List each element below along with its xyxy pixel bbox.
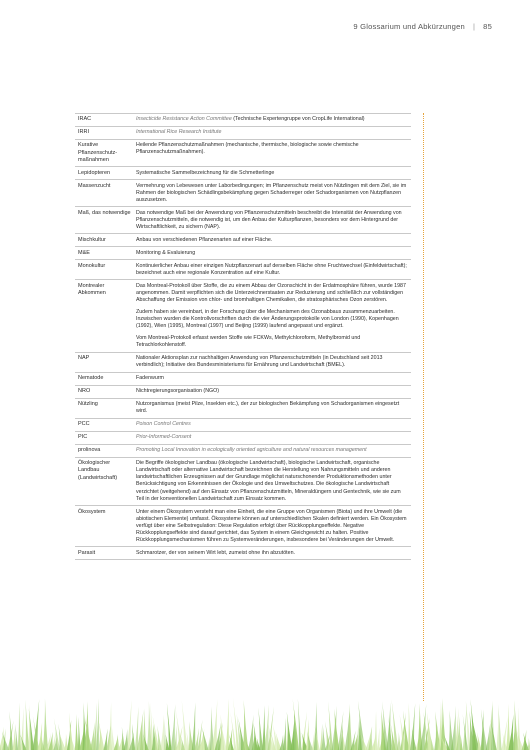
definition-paragraph: Monitoring & Evaluierung: [136, 249, 196, 256]
definition-paragraph: Nichtregierungsorganisation (NGO): [136, 388, 220, 395]
glossary-term: NAP: [78, 355, 90, 362]
glossary-term: PCC: [78, 421, 90, 428]
glossary-row: [75, 458, 411, 506]
definition-paragraph: Heilende Pflanzenschutzmaßnahmen (mechanische, thermische, biologische sowie chemische Pflanzenschutzmaßnahmen).: [136, 142, 359, 156]
grass-decoration: [0, 690, 530, 750]
definition-paragraph: [136, 447, 409, 454]
glossary-row: [75, 419, 411, 432]
definition-paragraph: Unter einem Ökosystem versteht man eine Einheit, die eine Gruppe von Organismen (Biota) und ihre Umwelt (die abiotischen Elemente) umfasst. Ökosysteme können auf unterschiedlichen Skalen definiert werden. Ein Ökosystem verfügt über eine Selbstregulation: Diese Regulation erfolgt über Rückkopplungseffekte. Negative Rückkopplungseffekte sind darauf gerichtet, das System in einem Gleichgewicht zu halten. Positive Rückkopplungsmechanismen führen zu Systemveränderungen, insbesondere bei Veränderungen der Umwelt.: [136, 508, 407, 543]
grass-blade: [135, 706, 139, 750]
glossary-term: Nützling: [78, 401, 98, 408]
glossary-definition: [133, 180, 411, 206]
grass-blade: [18, 703, 21, 750]
glossary-term: IRAC: [78, 116, 92, 123]
grass-blade: [506, 704, 510, 750]
glossary-term: Parasit: [78, 549, 96, 556]
grass-blade: [78, 717, 81, 750]
glossary-row: [75, 127, 411, 140]
glossary-row: [75, 506, 411, 547]
glossary-definition: [133, 353, 411, 372]
glossary-row: [75, 180, 411, 207]
glossary-definition: [133, 280, 411, 352]
definition-paragraph: Das Montreal-Protokoll über Stoffe, die zu einem Abbau der Ozonschicht in der Erdatmosphäre führen, wurde 1987 angenommen. Damit verpflichten sich die Unterzeichnerstaaten zur Reduzierung und schließlich zur vollständigen Abschaffung der Emission von chlor- und bromhaltigen Chemikalien, die stratosphärisches Ozon zerstören.: [136, 282, 406, 303]
definition-paragraph: Fadenwurm: [136, 375, 164, 382]
glossary-term: Mischkultur: [78, 236, 106, 243]
grass-blade: [243, 700, 248, 750]
grass-blade: [43, 698, 48, 750]
chapter-title: 9 Glossarium und Abkürzungen: [353, 22, 465, 31]
grass-blade: [347, 704, 352, 750]
definition-italic: Prior-Informed-Consent: [136, 434, 192, 441]
glossary-definition: [133, 127, 411, 139]
grass-blade: [408, 703, 411, 750]
grass-blade: [496, 710, 499, 750]
glossary-term: PIC: [78, 434, 88, 441]
definition-italic: Promoting Local Innovation in ecologically oriented agriculture and natural resources management: [136, 447, 367, 454]
glossary-term: Montrealer Abkommen: [78, 282, 106, 296]
glossary-row: [75, 445, 411, 458]
glossary-row: [75, 547, 411, 560]
definition-italic: Insecticide Resistance Action Committee: [136, 116, 232, 123]
glossary-definition: [133, 373, 411, 385]
grass-blade: [321, 724, 326, 750]
grass-blade: [226, 699, 229, 750]
glossary-definition: [133, 547, 411, 559]
grass-blade: [258, 708, 263, 750]
glossary-term: Ökologischer Landbau (Landwirtschaft): [78, 460, 118, 481]
glossary-term: Massenzucht: [78, 182, 111, 189]
definition-paragraph: Systematische Sammelbezeichnung für die Schmetterlinge: [136, 169, 275, 176]
glossary-row: [75, 353, 411, 373]
glossary-term: IRRI: [78, 129, 89, 136]
glossary-row: [75, 280, 411, 353]
glossary-definition: [133, 234, 411, 246]
definition-paragraph: [136, 421, 409, 428]
glossary-definition: [133, 114, 411, 126]
grass-blade: [98, 717, 104, 750]
glossary-term: Ökosystem: [78, 508, 106, 515]
definition-paragraph: Die Begriffe ökologischer Landbau (ökologische Landwirtschaft), biologische Landwirtschaft, organische Landwirtschaft oder alternative Landwirtschaft bezeichnen die Herstellung von Nahrungsmitteln und anderen landwirtschaftlichen Erzeugnissen auf der Grundlage möglichst naturschonender Produktionsmethoden unter Berücksichtigung von Erkenntnissen der Ökologie und des Umweltschutzes. Die ökologische Landwirtschaft verzichtet (weitgehend) auf den Einsatz von Pflanzenschutzmitteln, Mineraldüngern und Gentechnik, wie sie zum Teil in der konventionellen Landwirtschaft zum Einsatz kommen.: [136, 460, 401, 502]
glossary-definition: [133, 458, 411, 505]
definition-paragraph: Vom Montreal-Protokoll erfasst werden Stoffe wie FCKWs, Methylchloroform, Methylbromid und Tetrachlorkohlenstoff.: [136, 335, 361, 349]
grass-blade: [192, 702, 196, 750]
glossary-row: [75, 140, 411, 167]
definition-italic: International Rice Research Institute: [136, 129, 222, 136]
definition-paragraph: Das notwendige Maß bei der Anwendung von Pflanzenschutzmitteln beschreibt die Intensität der Anwendung von Pflanzenschutzmitteln, die notwendig ist, um den Anbau der Kulturpflanzen, besonders vor dem Hintergrund der Wirtschaftlichkeit, zu sichern (NAP).: [136, 209, 402, 230]
glossary-row: [75, 432, 411, 445]
grass-blade: [160, 715, 164, 750]
grass-blade: [176, 710, 182, 750]
glossary-term: prolinova: [78, 447, 101, 454]
grass-blade: [75, 714, 79, 750]
glossary-row: [75, 114, 411, 127]
definition-paragraph: Nutzorganismus (meist Pilze, Insekten etc.), der zur biologischen Bekämpfung von Schadorganismen eingesetzt wird.: [136, 401, 400, 415]
glossary-row: [75, 260, 411, 280]
definition-paragraph: Zudem haben sie vereinbart, in der Forschung über die Mechanismen des Ozonabbaus zusammenzuarbeiten. Inzwischen wurden die Kontrollvorschriften durch die vier Änderungsprotokolle von London (1990), Kopenhagen (1992), Wien (1995), Montreal (1997) und Beijing (1999) laufend angepasst und ergänzt.: [136, 309, 399, 330]
glossary-definition: [133, 247, 411, 259]
grass-blade: [262, 705, 265, 750]
definition-paragraph: [136, 434, 409, 441]
glossary-definition: [133, 207, 411, 233]
grass-blade: [298, 699, 302, 750]
glossary-term: Nematode: [78, 375, 104, 382]
grass-blade: [111, 728, 115, 750]
glossary-definition: [133, 399, 411, 418]
definition-paragraph: [136, 116, 409, 123]
definition-paragraph: Anbau von verschiedenen Pflanzenarten auf einer Fläche.: [136, 236, 273, 243]
glossary-definition: [133, 432, 411, 444]
grass-blade: [171, 704, 176, 750]
grass-blade: [12, 729, 15, 750]
glossary-term: Lepidopteren: [78, 169, 111, 176]
definition-paragraph: Kontinuierlicher Anbau einer einzigen Nutzpflanzenart auf derselben Fläche ohne Fruchtwechsel (Einfeldwirtschaft); bezeichnet auch eine regionale Konzentration auf eine Kultur.: [136, 262, 407, 276]
glossary-term: NRO: [78, 388, 91, 395]
glossary-definition: [133, 386, 411, 398]
grass-blade: [248, 715, 253, 750]
grass-blade: [377, 728, 380, 750]
glossary-term: Kurative Pflanzenschutz-maßnahmen: [78, 142, 118, 163]
glossary-term: Monokultur: [78, 262, 106, 269]
glossary-row: [75, 399, 411, 419]
glossary-row: [75, 167, 411, 180]
grass-blade: [15, 724, 18, 750]
definition-paragraph: Vermehrung von Lebewesen unter Laborbedingungen; im Pflanzenschutz meist von Nützlingen mit dem Ziel, sie im Rahmen der biologischen Schädlingsbekämpfung gegen Schaderreger oder Schadorganismen von Nutzpflanzen auszusetzen.: [136, 182, 407, 203]
definition-paragraph: Schmarotzer, der von seinem Wirt lebt, zumeist ohne ihn abzutöten.: [136, 549, 295, 556]
glossary-definition: [133, 167, 411, 179]
glossary-row: [75, 247, 411, 260]
definition-text: (Technische Expertengruppe von CropLife International): [231, 116, 365, 123]
definition-italic: Poison Control Centres: [136, 421, 191, 428]
glossary-table: [75, 113, 411, 560]
glossary-definition: [133, 506, 411, 546]
glossary-definition: [133, 419, 411, 431]
glossary-definition: [133, 260, 411, 279]
header-separator: |: [472, 22, 476, 31]
dotted-divider: [423, 113, 424, 701]
glossary-row: [75, 386, 411, 399]
glossary-row: [75, 234, 411, 247]
glossary-row: [75, 373, 411, 386]
grass-blade: [397, 732, 401, 750]
definition-paragraph: [136, 129, 409, 136]
glossary-definition: [133, 445, 411, 457]
glossary-term: M&E: [78, 249, 90, 256]
grass-blade: [164, 719, 166, 750]
glossary-term: Maß, das notwendige: [78, 209, 131, 216]
definition-paragraph: Nationaler Aktionsplan zur nachhaltigen Anwendung von Pflanzenschutzmitteln (in Deutschland seit 2013 verbindlich); Initiative des Bundesministeriums für Ernährung und Landwirtschaft (BMEL).: [136, 355, 383, 369]
glossary-row: [75, 207, 411, 234]
page-header: [353, 22, 492, 31]
page-number: 85: [483, 22, 492, 31]
glossary-definition: [133, 140, 411, 166]
